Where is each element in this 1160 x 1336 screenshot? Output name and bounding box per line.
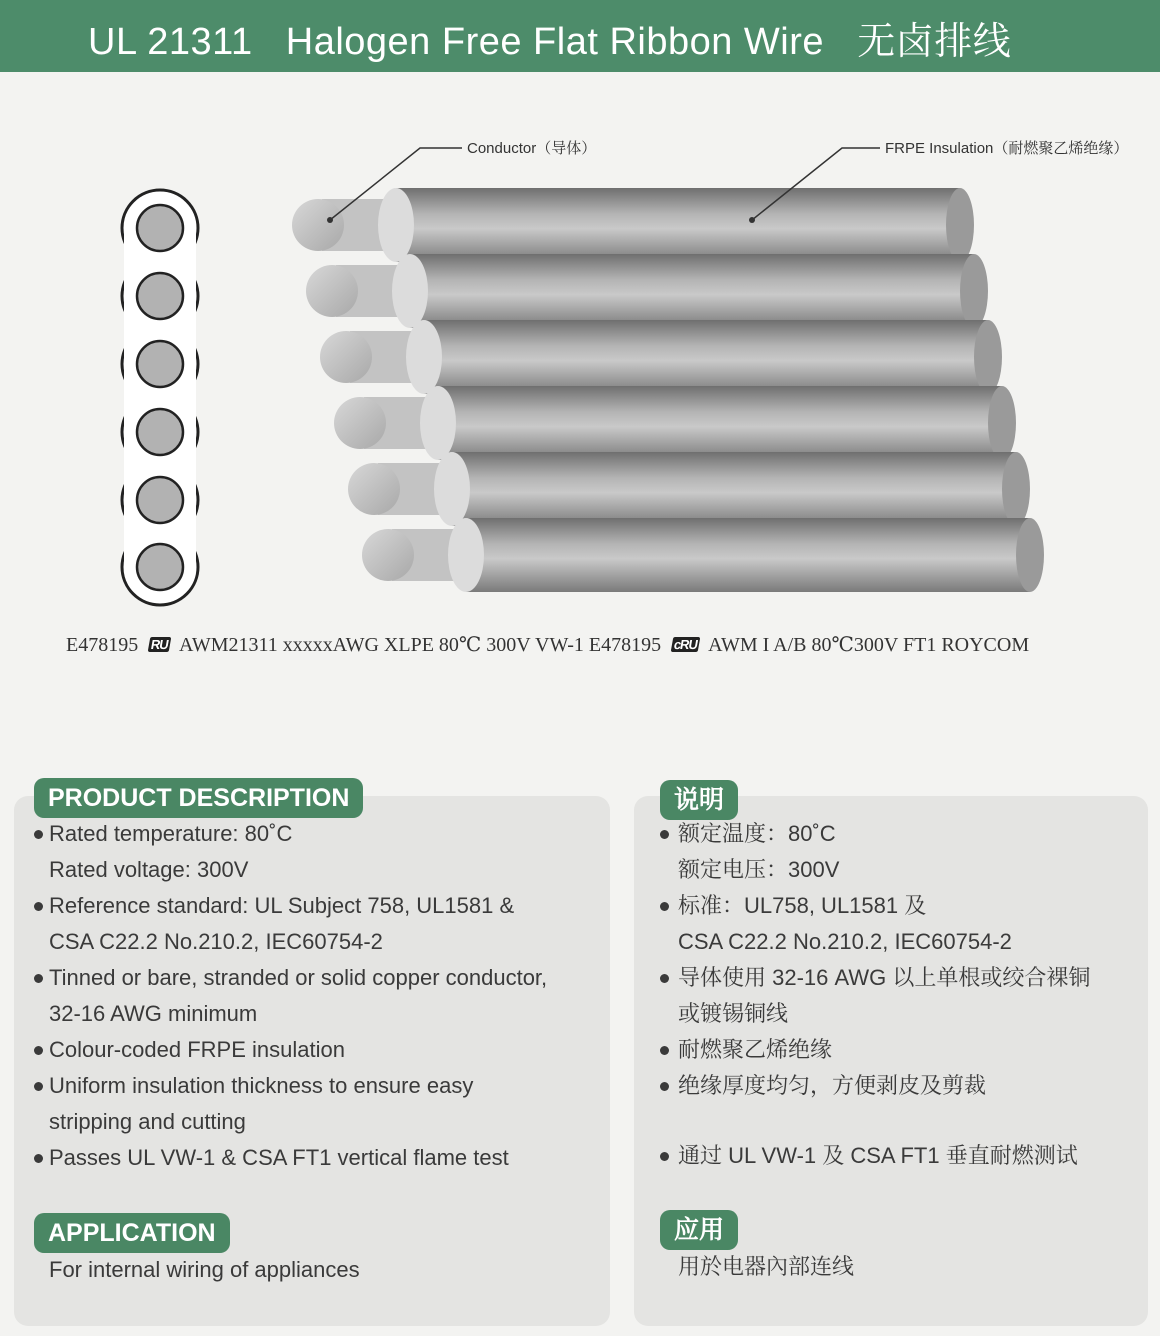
cable-diagram [0, 72, 1160, 712]
list-item: 通过 UL VW-1 及 CSA FT1 垂直耐燃测试 [660, 1138, 1140, 1174]
list-item: 额定温度：80˚C 额定电压：300V [660, 816, 1140, 888]
application-text: For internal wiring of appliances [49, 1257, 360, 1282]
list-item: Passes UL VW-1 & CSA FT1 vertical flame test [34, 1140, 604, 1176]
description-cn-list [660, 816, 1140, 1174]
header-bar [0, 0, 1160, 72]
marking-file-number: E478195 [66, 634, 139, 656]
wire-4 [334, 386, 1016, 460]
list-item: 耐燃聚乙烯绝缘 [660, 1032, 1140, 1068]
cul-recognized-icon: cRU [672, 637, 699, 652]
wire-2 [306, 254, 988, 328]
list-item: 标准：UL758, UL1581 及 CSA C22.2 No.210.2, IEC60754-2 [660, 888, 1140, 960]
insulation-label: FRPE Insulation（耐燃聚乙烯绝缘） [885, 140, 1129, 157]
marking-csa-rating: AWM I A/B 80℃300V FT1 ROYCOM [708, 634, 1030, 656]
description-cn-heading: 说明 [660, 780, 738, 820]
ribbon-conductors [292, 188, 1044, 592]
marking-ul-rating: AWM21311 xxxxxAWG XLPE 80℃ 300V VW-1 E478195 [179, 634, 662, 656]
page-title: UL 21311 Halogen Free Flat Ribbon Wire 无卤排线 [88, 21, 1012, 63]
application-cn-text: 用於电器內部连线 [678, 1254, 855, 1279]
list-item: Rated temperature: 80˚C Rated voltage: 300V [34, 816, 604, 888]
cable-marking [66, 632, 1146, 657]
list-item: Reference standard: UL Subject 758, UL1581 & CSA C22.2 No.210.2, IEC60754-2 [34, 888, 604, 960]
application-cn-heading: 应用 [660, 1210, 738, 1250]
wire-5 [348, 452, 1030, 526]
conductor-label: Conductor（导体） [467, 140, 597, 157]
description-list [34, 816, 604, 1176]
application-heading: APPLICATION [34, 1213, 230, 1253]
list-item: Colour-coded FRPE insulation [34, 1032, 604, 1068]
list-item: Tinned or bare, stranded or solid copper conductor, 32-16 AWG minimum [34, 960, 604, 1032]
product-description-heading: PRODUCT DESCRIPTION [34, 778, 363, 818]
list-item: Uniform insulation thickness to ensure easy stripping and cutting [34, 1068, 604, 1140]
wire-6 [362, 518, 1044, 592]
wire-3 [320, 320, 1002, 394]
list-item: 绝缘厚度均匀，方便剥皮及剪裁 [660, 1068, 1140, 1104]
ul-recognized-icon: RU [149, 637, 170, 652]
wire-1 [292, 188, 974, 262]
cross-section [122, 190, 198, 605]
list-item: 导体使用 32-16 AWG 以上单根或绞合裸铜 或镀锡铜线 [660, 960, 1140, 1032]
